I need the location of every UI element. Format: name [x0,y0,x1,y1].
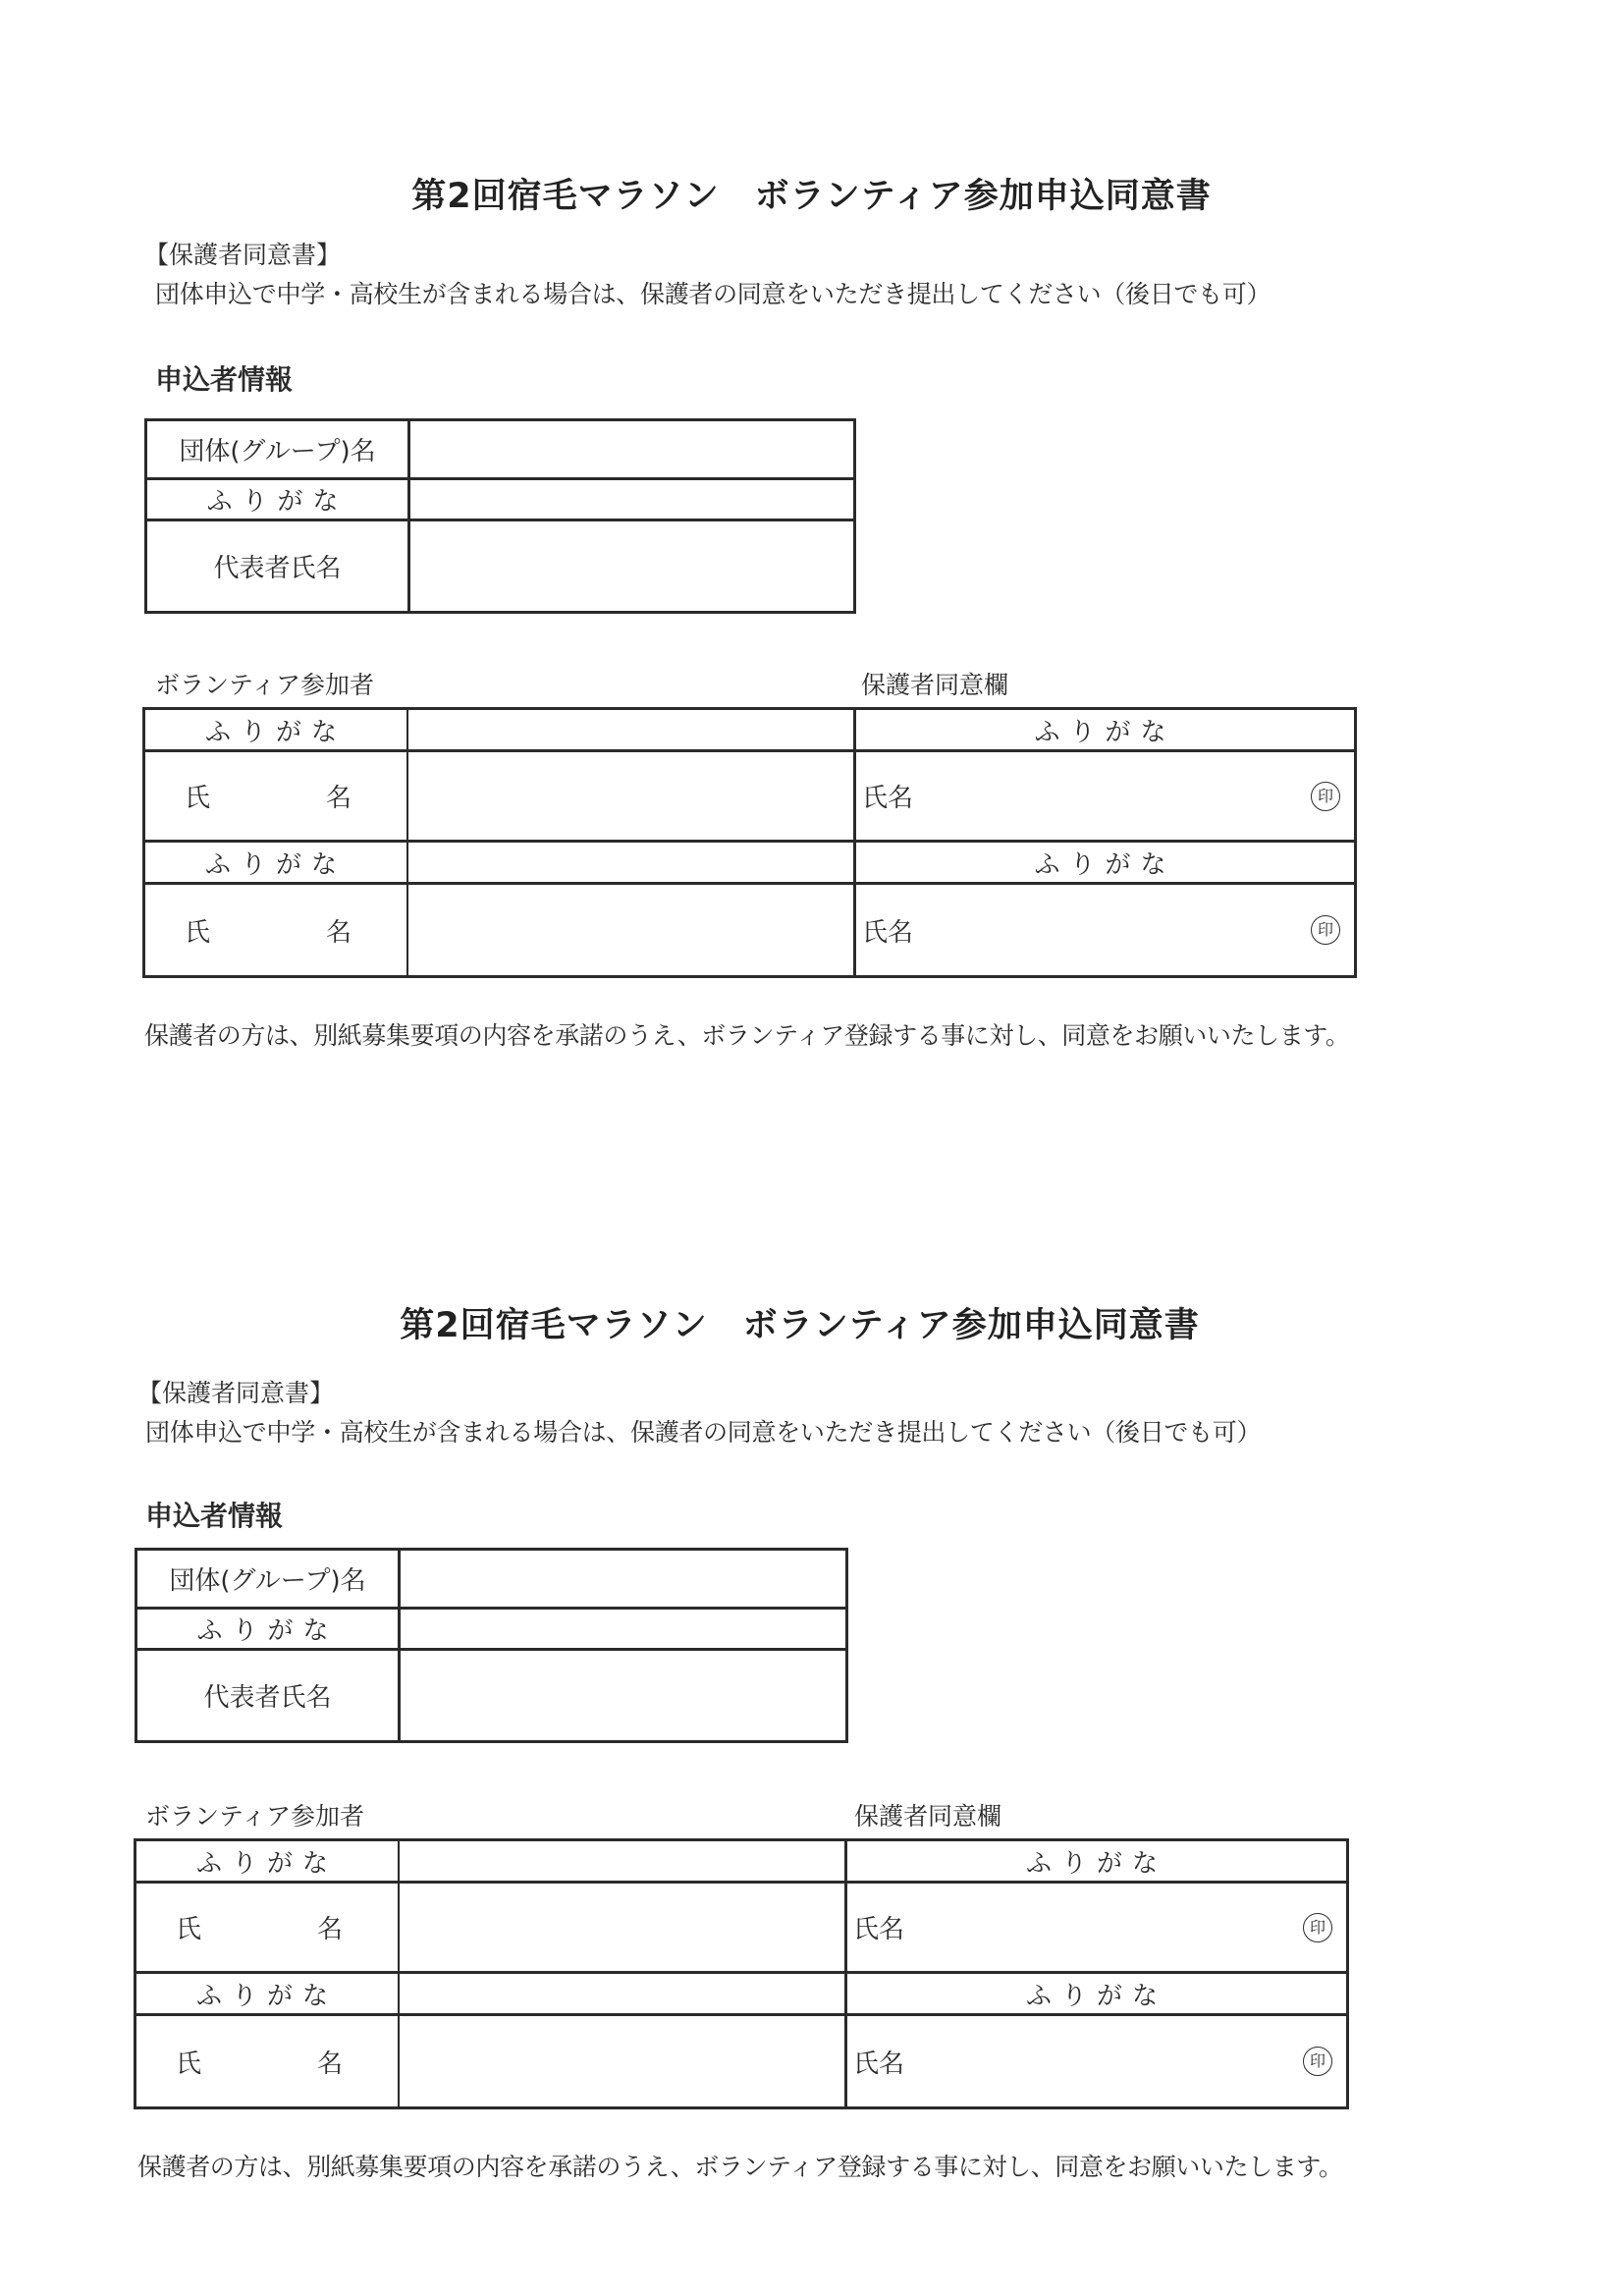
participant-name-field[interactable] [400,1884,847,1971]
seal-stamp-icon: 印 [1303,1913,1332,1942]
group-name-field[interactable] [401,1551,845,1607]
guardian-name-label: 氏名 [853,1915,905,1944]
participant-name-field[interactable] [400,2016,847,2106]
group-name-label: 団体(グループ)名 [147,421,410,477]
group-name-row [147,421,853,480]
seal-stamp-icon: 印 [1311,782,1340,811]
name-label [136,2016,400,2106]
participant-furigana-field[interactable] [400,1974,847,2013]
participant-furigana-field[interactable] [408,843,856,882]
representative-label: 代表者氏名 [137,1651,401,1740]
guardian-furigana-label: ふりがな [1025,1848,1167,1879]
participant-name-field[interactable] [408,885,856,975]
section-label: 【保護者同意書】 [137,1379,335,1407]
form-title: 第2回宿毛マラソン ボランティア参加申込同意書 [411,177,1212,216]
name-label [145,885,408,975]
group-name-row [137,1551,845,1610]
furigana-label: ふりがな [145,843,408,882]
participant-name-row [145,752,1354,843]
applicant-heading: 申込者情報 [155,363,294,396]
representative-label: 代表者氏名 [147,521,410,611]
name-label-family: 氏 [176,2049,202,2079]
instruction-text: 団体申込で中学・高校生が含まれる場合は、保護者の同意をいただき提出してください（後日でも可） [155,280,1271,308]
representative-name-field[interactable] [410,521,853,611]
guardian-furigana-cell[interactable] [856,710,1354,749]
guardian-furigana-label: ふりがな [1025,1981,1167,2011]
furigana-label: ふりがな [137,1610,401,1648]
consent-statement: 保護者の方は、別紙募集要項の内容を承諾のうえ、ボランティア登録する事に対し、同意をお願いいたします。 [137,2153,1343,2181]
volunteer-guardian-table [134,1838,1349,2109]
guardian-furigana-label: ふりがな [1034,849,1176,880]
name-label-given: 名 [325,917,352,948]
name-label [136,1884,400,1971]
name-label [145,752,408,840]
participant-furigana-row [145,710,1354,752]
guardian-furigana-label: ふりがな [1034,717,1176,747]
applicant-heading: 申込者情報 [145,1500,284,1532]
participant-furigana-row [136,1841,1346,1884]
applicant-info-table [144,418,856,614]
representative-row [137,1651,845,1740]
guardian-name-label: 氏名 [862,917,914,948]
furigana-label: ふりがな [145,710,408,749]
participant-furigana-field[interactable] [400,1841,847,1881]
seal-stamp-icon: 印 [1303,2047,1332,2076]
group-name-field[interactable] [410,421,853,477]
section-label: 【保護者同意書】 [144,241,342,269]
participant-name-row [145,885,1354,975]
guardian-name-cell[interactable] [847,1884,1346,1971]
name-label-family: 氏 [185,917,211,948]
volunteer-heading: ボランティア参加者 [155,671,375,699]
representative-name-field[interactable] [401,1651,845,1740]
guardian-furigana-cell[interactable] [856,843,1354,882]
participant-name-field[interactable] [408,752,856,840]
group-furigana-field[interactable] [401,1610,845,1648]
participant-name-row [136,1884,1346,1974]
name-label-given: 名 [316,1915,343,1944]
volunteer-guardian-table [142,707,1357,978]
guardian-name-cell[interactable] [856,752,1354,840]
guardian-heading: 保護者同意欄 [861,671,1009,699]
guardian-name-label: 氏名 [853,2049,905,2079]
guardian-furigana-cell[interactable] [847,1841,1346,1881]
volunteer-heading: ボランティア参加者 [145,1802,365,1831]
participant-name-row [136,2016,1346,2106]
furigana-label: ふりがな [147,480,410,519]
seal-stamp-icon: 印 [1311,915,1340,945]
consent-statement: 保護者の方は、別紙募集要項の内容を承諾のうえ、ボランティア登録する事に対し、同意をお願いいたします。 [144,1021,1350,1050]
furigana-label: ふりがな [136,1974,400,2013]
name-label-family: 氏 [185,784,211,813]
applicant-info-table [135,1548,848,1743]
guardian-furigana-cell[interactable] [847,1974,1346,2013]
guardian-heading: 保護者同意欄 [854,1802,1002,1831]
guardian-name-cell[interactable] [847,2016,1346,2106]
group-name-label: 団体(グループ)名 [137,1551,401,1607]
name-label-given: 名 [316,2049,343,2079]
guardian-name-label: 氏名 [862,784,914,813]
name-label-family: 氏 [176,1915,202,1944]
furigana-label: ふりがな [136,1841,400,1881]
name-label-given: 名 [325,784,352,813]
group-furigana-field[interactable] [410,480,853,519]
participant-furigana-row [145,843,1354,885]
participant-furigana-row [136,1974,1346,2016]
representative-row [147,521,853,611]
participant-furigana-field[interactable] [408,710,856,749]
group-furigana-row [137,1610,845,1651]
instruction-text: 団体申込で中学・高校生が含まれる場合は、保護者の同意をいただき提出してください（後日でも可） [145,1418,1262,1447]
form-title: 第2回宿毛マラソン ボランティア参加申込同意書 [400,1306,1200,1345]
group-furigana-row [147,480,853,521]
guardian-name-cell[interactable] [856,885,1354,975]
